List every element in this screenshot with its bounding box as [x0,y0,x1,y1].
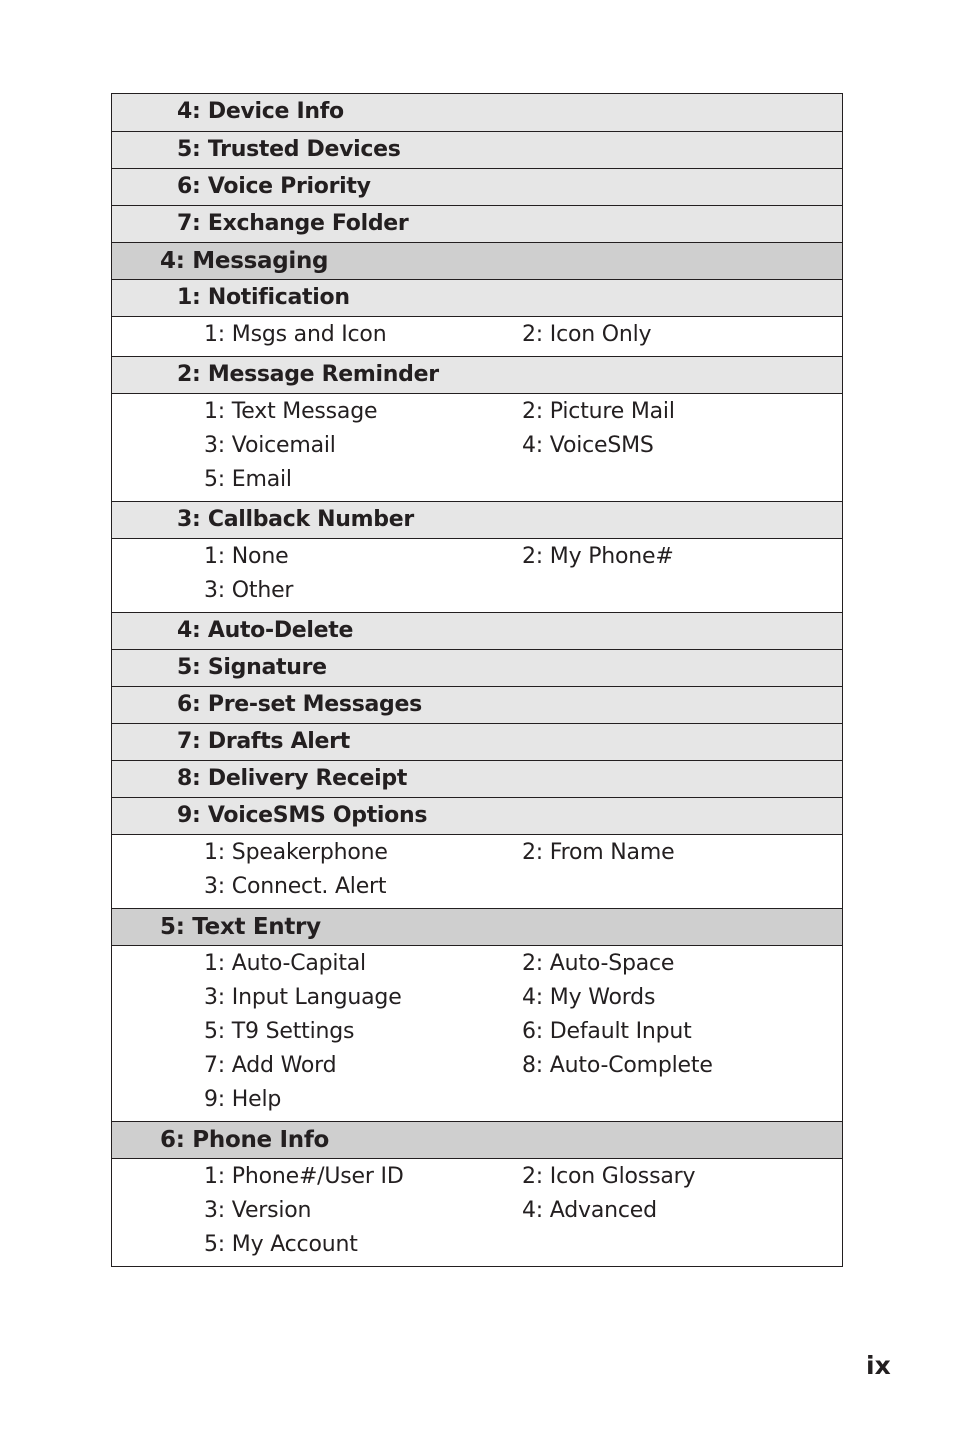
menu-option: 3: Input Language [204,985,402,1010]
submenu-row [112,612,842,649]
submenu-row [112,501,842,538]
menu-option: 1: None [204,544,289,569]
option-list [112,316,842,356]
submenu-label: 7: Exchange Folder [177,211,409,236]
submenu-label: 4: Device Info [177,99,344,124]
menu-category-row [112,1121,842,1158]
option-list [112,393,842,501]
menu-option: 2: Auto-Space [522,951,675,976]
option-line [112,1083,842,1117]
submenu-label: 1: Notification [177,285,350,310]
submenu-label: 2: Message Reminder [177,362,439,387]
option-list [112,538,842,612]
submenu-label: 5: Signature [177,655,327,680]
menu-option: 5: Email [204,467,292,492]
menu-category-row [112,908,842,945]
submenu-label: 9: VoiceSMS Options [177,803,428,828]
menu-option: 3: Voicemail [204,433,336,458]
option-line [112,947,842,981]
option-list [112,945,842,1121]
option-line [112,429,842,463]
menu-option: 2: Icon Only [522,322,652,347]
menu-option: 1: Msgs and Icon [204,322,387,347]
submenu-row [112,279,842,316]
menu-option: 4: Advanced [522,1198,657,1223]
submenu-label: 5: Trusted Devices [177,137,401,162]
submenu-label: 6: Voice Priority [177,174,371,199]
submenu-row [112,131,842,168]
menu-category-label: 6: Phone Info [160,1127,330,1153]
submenu-label: 4: Auto-Delete [177,618,354,643]
option-line [112,318,842,352]
menu-option: 1: Auto-Capital [204,951,366,976]
option-line [112,1194,842,1228]
option-line [112,1049,842,1083]
option-line [112,1160,842,1194]
submenu-row [112,723,842,760]
option-line [112,574,842,608]
menu-option: 5: My Account [204,1232,358,1257]
submenu-row [112,797,842,834]
menu-option: 2: My Phone# [522,544,674,569]
menu-option: 2: Icon Glossary [522,1164,696,1189]
menu-option: 2: From Name [522,840,675,865]
option-line [112,395,842,429]
menu-option: 8: Auto-Complete [522,1053,713,1078]
menu-option: 4: My Words [522,985,656,1010]
menu-option: 5: T9 Settings [204,1019,355,1044]
menu-option: 1: Text Message [204,399,378,424]
submenu-row [112,94,842,131]
menu-table [111,93,843,1267]
submenu-label: 3: Callback Number [177,507,414,532]
menu-option: 1: Phone#/User ID [204,1164,404,1189]
page-number: ix [866,1351,891,1380]
submenu-label: 8: Delivery Receipt [177,766,408,791]
menu-option: 1: Speakerphone [204,840,388,865]
menu-category-label: 4: Messaging [160,248,329,274]
option-list [112,1158,842,1266]
submenu-row [112,649,842,686]
menu-option: 9: Help [204,1087,282,1112]
menu-category-row [112,242,842,279]
option-line [112,463,842,497]
menu-category-label: 5: Text Entry [160,914,321,940]
option-list [112,834,842,908]
option-line [112,1228,842,1262]
submenu-label: 6: Pre-set Messages [177,692,422,717]
option-line [112,870,842,904]
option-line [112,836,842,870]
menu-option: 3: Other [204,578,294,603]
submenu-row [112,760,842,797]
menu-option: 3: Version [204,1198,312,1223]
menu-option: 4: VoiceSMS [522,433,654,458]
submenu-row [112,356,842,393]
menu-option: 3: Connect. Alert [204,874,387,899]
option-line [112,540,842,574]
submenu-row [112,168,842,205]
menu-option: 7: Add Word [204,1053,337,1078]
option-line [112,1015,842,1049]
menu-option: 2: Picture Mail [522,399,675,424]
menu-option: 6: Default Input [522,1019,692,1044]
submenu-row [112,205,842,242]
submenu-label: 7: Drafts Alert [177,729,350,754]
option-line [112,981,842,1015]
submenu-row [112,686,842,723]
